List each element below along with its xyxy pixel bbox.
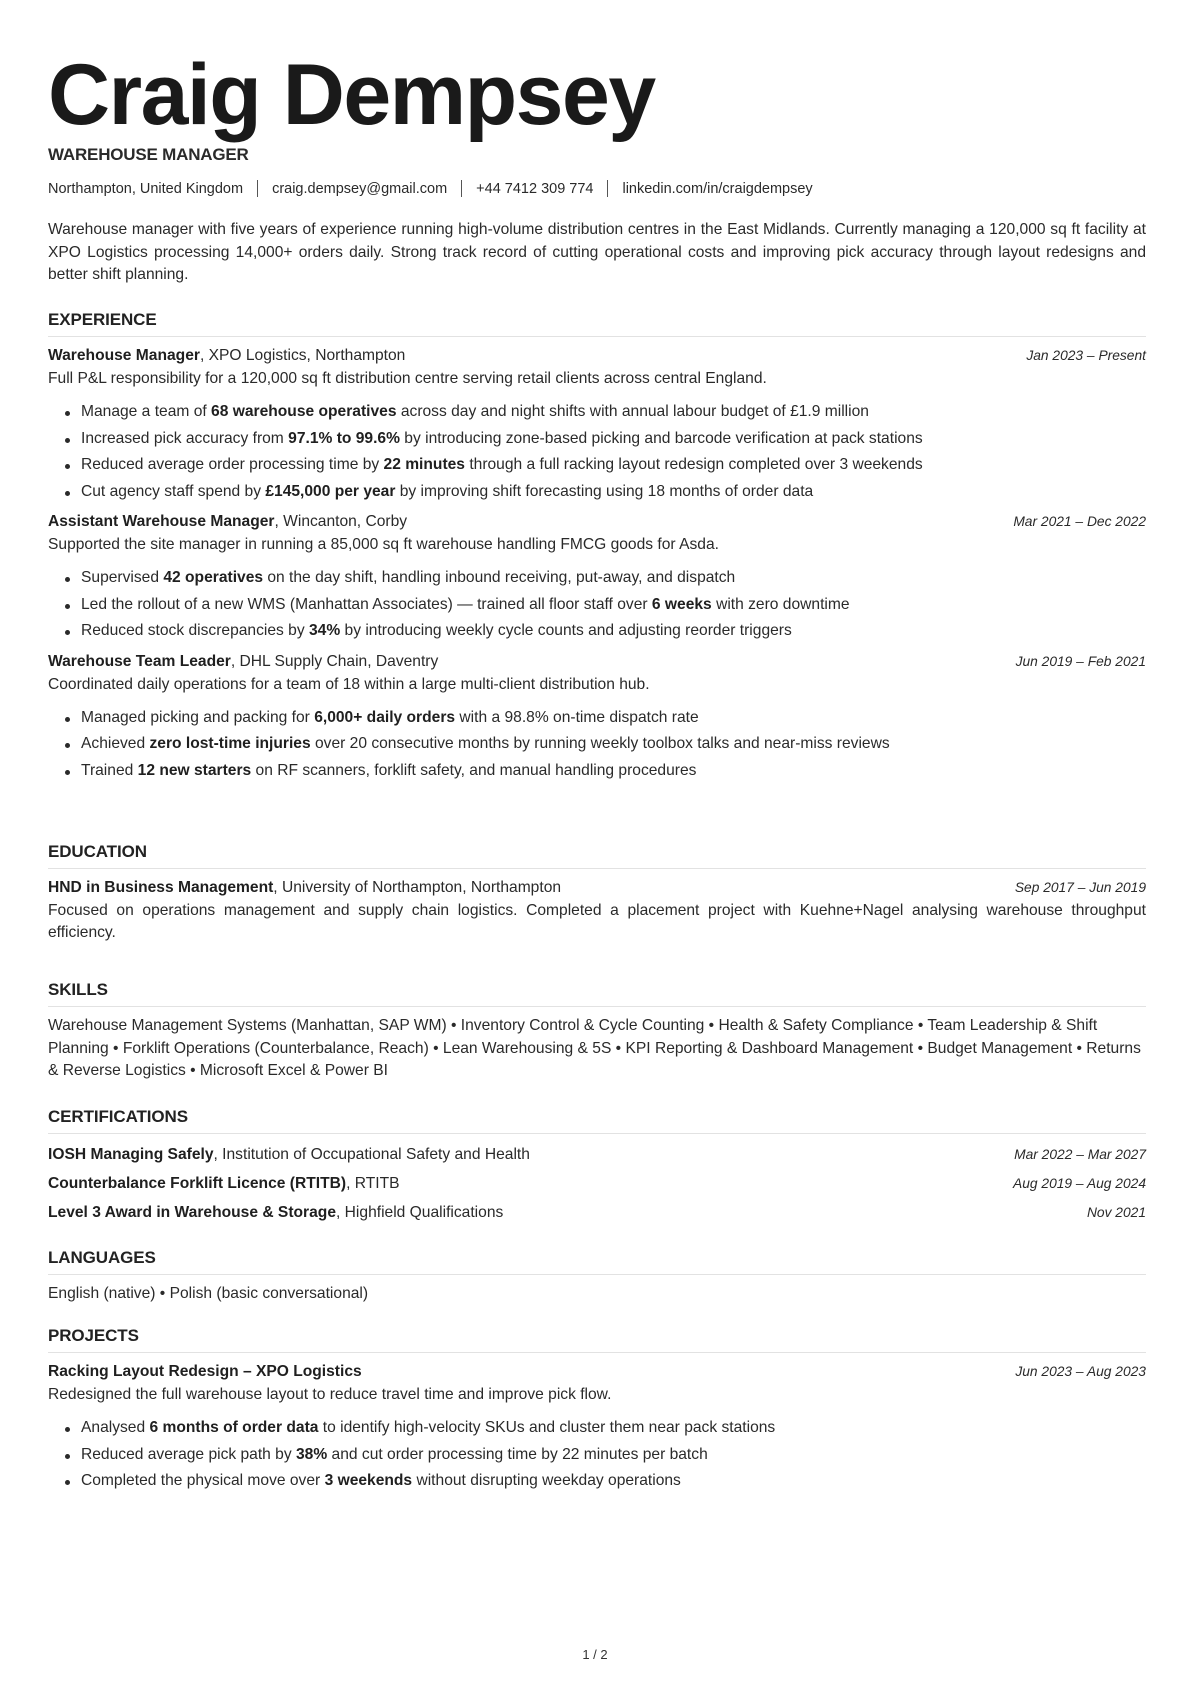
job-entry xyxy=(48,347,1146,505)
section-title: EXPERIENCE xyxy=(48,310,1146,337)
page-indicator: 1 / 2 xyxy=(582,1647,608,1662)
summary: Warehouse manager with five years of experience running high-volume distribution centres in the East Midlands. Currently managing a 120,000 sq ft facility at XPO Logistics processing 14,000+ orders daily. Strong track record of cutting operational costs and improving pick accuracy through layout redesigns and better shift planning. xyxy=(48,221,1146,283)
project-title: Racking Layout Redesign – XPO Logistics xyxy=(48,1363,362,1380)
contact-linkedin[interactable]: linkedin.com/in/craigdempsey xyxy=(622,180,813,197)
degree: HND in Business Management xyxy=(48,879,274,896)
skills-section xyxy=(48,980,1146,1083)
job-dates: Jan 2023 – Present xyxy=(1026,348,1146,363)
bullet-item: Reduced average order processing time by 22 minutes through a full racking layout redesign completed over 3 weekends xyxy=(48,452,1146,479)
bullet-item: Achieved zero lost-time injuries over 20 consecutive months by running weekly toolbox talks and near-miss reviews xyxy=(48,731,1146,758)
languages-section xyxy=(48,1248,1146,1305)
project-bullets xyxy=(48,1415,1146,1495)
certifications-section xyxy=(48,1107,1146,1222)
cert-dates: Mar 2022 – Mar 2027 xyxy=(1014,1147,1146,1162)
bullet-item: Reduced stock discrepancies by 34% by introducing weekly cycle counts and adjusting reorder triggers xyxy=(48,618,1146,645)
contact-line xyxy=(48,180,813,197)
job-description: Supported the site manager in running a 85,000 sq ft warehouse handling FMCG goods for Asda. xyxy=(48,536,719,553)
cert-dates: Aug 2019 – Aug 2024 xyxy=(1013,1176,1146,1191)
job-bullets xyxy=(48,705,1146,785)
job-description: Coordinated daily operations for a team of 18 within a large multi-client distribution hub. xyxy=(48,675,650,693)
job-role: Assistant Warehouse Manager xyxy=(48,513,275,530)
job-role: Warehouse Manager xyxy=(48,347,200,364)
divider xyxy=(461,180,462,197)
job-org: , Wincanton, Corby xyxy=(274,513,408,530)
education-description: Focused on operations management and supply chain logistics. Completed a placement project with Kuehne+Nagel analysing warehouse throughput efficiency. xyxy=(48,902,1146,941)
section-title: CERTIFICATIONS xyxy=(48,1107,1146,1134)
candidate-name: Craig Dempsey xyxy=(48,47,655,143)
bullet-item: Manage a team of 68 warehouse operatives across day and night shifts with annual labour budget of £1.9 million xyxy=(48,399,1146,426)
bullet-item: Analysed 6 months of order data to identify high-velocity SKUs and cluster them near pack stations xyxy=(48,1415,1146,1442)
job-dates: Jun 2019 – Feb 2021 xyxy=(1015,653,1146,669)
certification-item: IOSH Managing Safely, Institution of Occupational Safety and Health Mar 2022 – Mar 2027 xyxy=(48,1146,1146,1163)
job-bullets xyxy=(48,399,1146,505)
job-title: WAREHOUSE MANAGER xyxy=(48,145,249,164)
section-title: PROJECTS xyxy=(48,1326,1146,1353)
project-description: Redesigned the full warehouse layout to reduce travel time and improve pick flow. xyxy=(48,1386,612,1403)
languages-list: English (native) • Polish (basic conversational) xyxy=(48,1285,369,1302)
institution: , University of Northampton, Northampton xyxy=(273,879,562,896)
experience-section xyxy=(48,310,1146,784)
bullet-item: Reduced average pick path by 38% and cut order processing time by 22 minutes per batch xyxy=(48,1442,1146,1469)
job-bullets xyxy=(48,565,1146,645)
contact-email[interactable]: craig.dempsey@gmail.com xyxy=(272,180,448,197)
bullet-item: Cut agency staff spend by £145,000 per year by improving shift forecasting using 18 months of order data xyxy=(48,479,1146,506)
certification-item: Level 3 Award in Warehouse & Storage, Highfield Qualifications Nov 2021 xyxy=(48,1204,1146,1221)
bullet-item: Completed the physical move over 3 weekends without disrupting weekday operations xyxy=(48,1468,1146,1495)
bullet-item: Trained 12 new starters on RF scanners, forklift safety, and manual handling procedures xyxy=(48,758,1146,785)
job-description: Full P&L responsibility for a 120,000 sq ft distribution centre serving retail clients across central England. xyxy=(48,370,767,387)
contact-location: Northampton, United Kingdom xyxy=(48,180,244,197)
certification-item: Counterbalance Forklift Licence (RTITB), RTITB Aug 2019 – Aug 2024 xyxy=(48,1175,1146,1192)
job-org: , DHL Supply Chain, Daventry xyxy=(230,652,439,670)
section-title: EDUCATION xyxy=(48,842,1146,869)
cert-dates: Nov 2021 xyxy=(1086,1205,1146,1220)
skills-list: Warehouse Management Systems (Manhattan, SAP WM) • Inventory Control & Cycle Counting • Health & Safety Compliance • Team Leadership & Shift Planning • Forklift Operations (Counterbalance, Reach) • Lean Warehousing & 5S • KPI Reporting & Dashboard Management • Budget Management • Returns & Reverse Logistics • Microsoft Excel & Power BI xyxy=(48,1017,1141,1079)
projects-section xyxy=(48,1326,1146,1495)
bullet-item: Managed picking and packing for 6,000+ daily orders with a 98.8% on-time dispatch rate xyxy=(48,705,1146,732)
education-dates: Sep 2017 – Jun 2019 xyxy=(1014,880,1146,895)
job-org: , XPO Logistics, Northampton xyxy=(199,347,406,364)
divider xyxy=(607,180,608,197)
bullet-item: Increased pick accuracy from 97.1% to 99.6% by introducing zone-based picking and barcode verification at pack stations xyxy=(48,426,1146,453)
job-entry xyxy=(48,653,1146,785)
bullet-item: Supervised 42 operatives on the day shift, handling inbound receiving, put-away, and dispatch xyxy=(48,565,1146,592)
job-role: Warehouse Team Leader xyxy=(48,652,231,670)
section-title: LANGUAGES xyxy=(48,1248,1146,1275)
project-dates: Jun 2023 – Aug 2023 xyxy=(1015,1364,1146,1379)
divider xyxy=(257,180,258,197)
job-entry xyxy=(48,513,1146,645)
bullet-item: Led the rollout of a new WMS (Manhattan Associates) — trained all floor staff over 6 weeks with zero downtime xyxy=(48,592,1146,619)
contact-phone[interactable]: +44 7412 309 774 xyxy=(476,180,594,197)
section-title: SKILLS xyxy=(48,980,1146,1007)
job-dates: Mar 2021 – Dec 2022 xyxy=(1013,514,1146,529)
education-section xyxy=(48,842,1146,944)
